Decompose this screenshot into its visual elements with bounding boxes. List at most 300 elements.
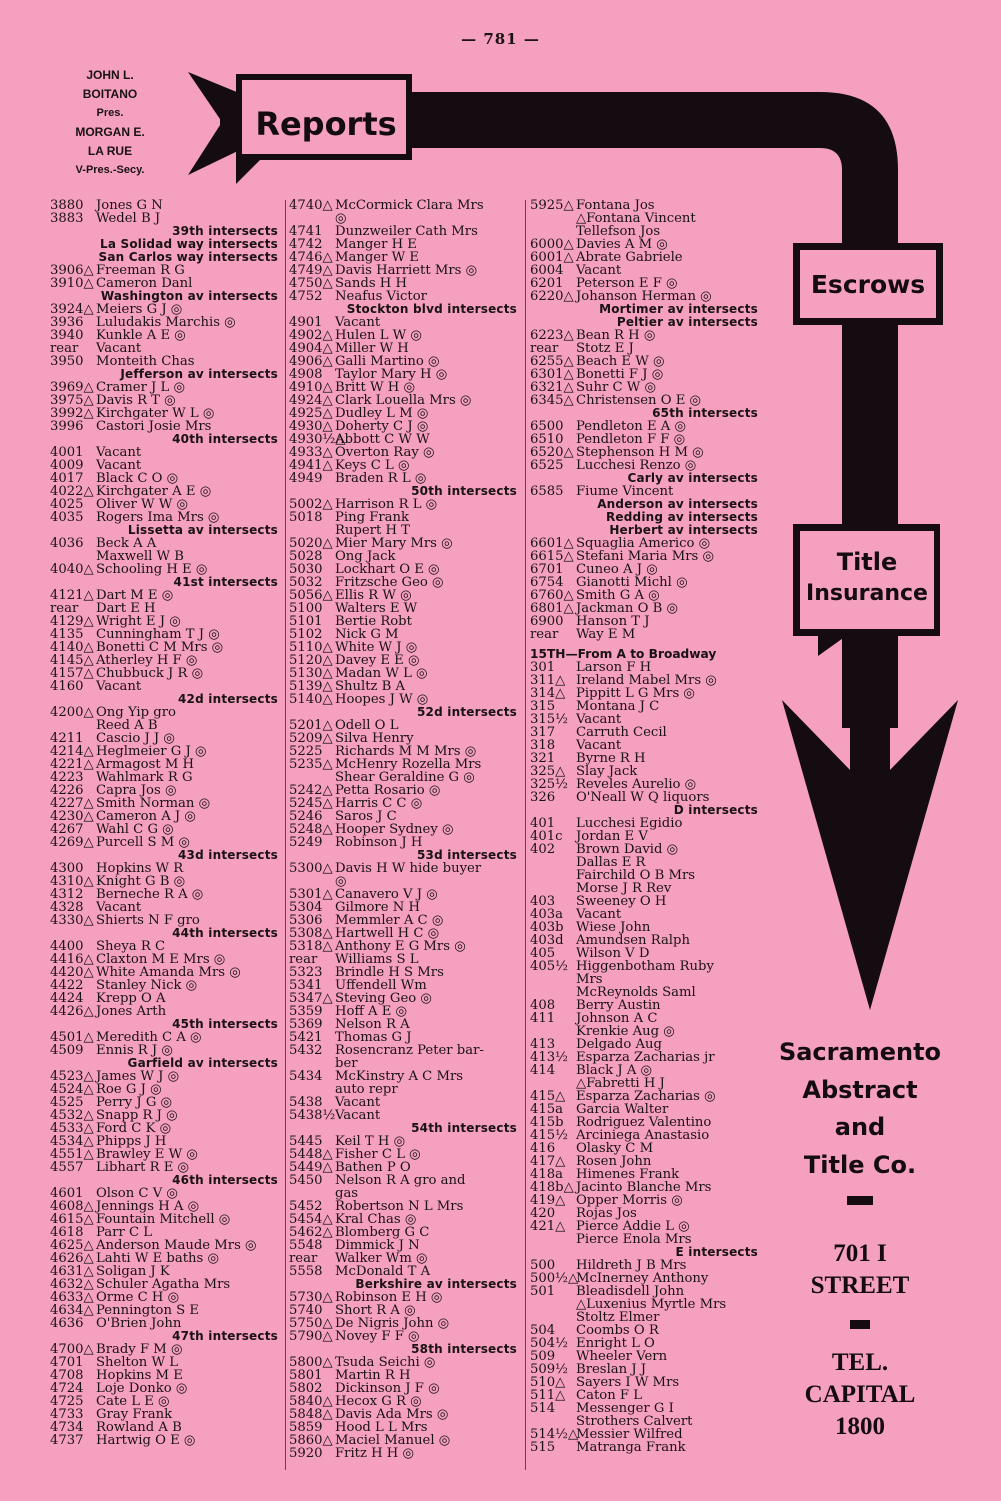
directory-entry — [530, 960, 762, 973]
resident-name: Christensen O E ◎ — [576, 393, 702, 408]
house-number: 6345△ — [530, 393, 574, 408]
house-number: 5452 — [289, 1199, 323, 1214]
resident-name: McHenry Rozella Mrs — [335, 757, 482, 772]
resident-name: Braden R L ◎ — [335, 471, 427, 486]
directory-entry — [530, 251, 762, 264]
phone-number: 1800 — [835, 1413, 885, 1440]
house-number: 4904△ — [289, 341, 333, 356]
column-divider-2 — [525, 200, 526, 1470]
resident-name: Smith G A ◎ — [576, 588, 660, 603]
resident-name: Bonetti C M Mrs ◎ — [96, 640, 224, 655]
resident-name: Arciniega Anastasio — [576, 1128, 710, 1143]
resident-name: Jackman O B ◎ — [576, 601, 678, 616]
resident-name: Uffendell Wm — [335, 978, 427, 993]
resident-name: Madan W L ◎ — [335, 666, 428, 681]
resident-name: Fritzsche Geo ◎ — [335, 575, 444, 590]
house-number: 5859 — [289, 1420, 323, 1435]
resident-name: Vacant — [576, 263, 622, 278]
house-number: 5323 — [289, 965, 323, 980]
resident-name: Hooper Sydney ◎ — [335, 822, 454, 837]
house-number: 5242△ — [289, 783, 333, 798]
resident-name: Wahl C G ◎ — [96, 822, 174, 837]
resident-name: Stotz E J — [576, 341, 634, 356]
directory-entry — [50, 1213, 282, 1226]
house-number: 4328 — [50, 900, 84, 915]
resident-name: Johnson A C — [576, 1011, 658, 1026]
directory-entry — [530, 726, 762, 739]
street-label: STREET — [810, 1272, 910, 1299]
resident-name: White W J ◎ — [335, 640, 418, 655]
street-intersection-heading: 50th intersects — [411, 484, 517, 498]
resident-name: Ping Frank — [335, 510, 410, 525]
house-number: 4737 — [50, 1433, 84, 1448]
resident-name: Dart E H — [96, 601, 156, 616]
resident-name: Shierts N F gro — [96, 913, 200, 928]
house-number: 5730△ — [289, 1290, 333, 1305]
resident-name: Messier Wilfred — [576, 1427, 683, 1442]
company-name-line: Title Co. — [803, 1150, 917, 1179]
resident-name: auto repr — [335, 1082, 398, 1097]
resident-name: Delgado Aug — [576, 1037, 662, 1052]
resident-name: Brindle H S Mrs — [335, 965, 444, 980]
resident-name: Pippitt L G Mrs ◎ — [576, 686, 695, 701]
resident-name: Gilmore N H — [335, 900, 420, 915]
resident-name: Bean R H ◎ — [576, 328, 656, 343]
house-number — [530, 212, 576, 225]
resident-name: Shelton W L — [96, 1355, 178, 1370]
resident-name: De Nigris John ◎ — [335, 1316, 450, 1331]
resident-name: Carruth Cecil — [576, 725, 667, 740]
resident-name: Rodriguez Valentino — [576, 1115, 712, 1130]
resident-name: Hoopes J W ◎ — [335, 692, 429, 707]
house-number: 401 — [530, 816, 556, 831]
resident-name: Chubbuck J R ◎ — [96, 666, 204, 681]
house-number: 402 — [530, 842, 556, 857]
house-number: 4160 — [50, 679, 84, 694]
house-number: 5548 — [289, 1238, 323, 1253]
house-number: 5558 — [289, 1264, 323, 1279]
street-intersection-heading: 46th intersects — [172, 1173, 278, 1187]
resident-name: Dickinson J F ◎ — [335, 1381, 440, 1396]
house-number: 403a — [530, 907, 564, 922]
house-number: rear — [50, 601, 79, 616]
directory-entry — [50, 1434, 282, 1447]
resident-name: Hildreth J B Mrs — [576, 1258, 687, 1273]
street-intersection-heading: Peltier av intersects — [616, 315, 758, 329]
house-number: 5020△ — [289, 536, 333, 551]
house-number: 5139△ — [289, 679, 333, 694]
resident-name: Cascio J J ◎ — [96, 731, 175, 746]
resident-name: Freeman R G — [96, 263, 185, 278]
resident-name: Cramer J L ◎ — [96, 380, 185, 395]
resident-name: Ennis R J ◎ — [96, 1043, 173, 1058]
house-number: 4633△ — [50, 1290, 94, 1305]
divider-bar — [847, 1196, 873, 1205]
house-number: 501 — [530, 1284, 556, 1299]
resident-name: Jordan E V — [576, 829, 648, 844]
resident-name: Coombs O R — [576, 1323, 659, 1338]
house-number: 4636 — [50, 1316, 84, 1331]
resident-name: Vacant — [335, 1095, 381, 1110]
resident-name: Davey E E ◎ — [335, 653, 420, 668]
resident-name: Robinson E H ◎ — [335, 1290, 443, 1305]
street-intersection-heading: San Carlos way intersects — [98, 250, 278, 264]
resident-name: Meiers G J ◎ — [96, 302, 183, 317]
house-number: 4035 — [50, 510, 84, 525]
resident-name: Reveles Aurelio ◎ — [576, 777, 697, 792]
house-number: 6000△ — [530, 237, 574, 252]
resident-name: Clark Louella Mrs ◎ — [335, 393, 472, 408]
house-number: 4551△ — [50, 1147, 94, 1162]
house-number: 5209△ — [289, 731, 333, 746]
resident-name: Saros J C — [335, 809, 397, 824]
house-number: 4532△ — [50, 1108, 94, 1123]
resident-name: Kirchgater A E ◎ — [96, 484, 212, 499]
resident-name: Shultz B A — [335, 679, 406, 694]
resident-name: Castori Josie Mrs — [96, 419, 212, 434]
resident-name: McKinstry A C Mrs — [335, 1069, 464, 1084]
street-intersection-heading: 42d intersects — [178, 692, 278, 706]
house-number: 4708 — [50, 1368, 84, 1383]
house-number: 6321△ — [530, 380, 574, 395]
house-number: 6510 — [530, 432, 564, 447]
resident-name: Bertie Robt — [335, 614, 412, 629]
house-number: 5438½ — [289, 1108, 336, 1123]
resident-name: Keil T H ◎ — [335, 1134, 406, 1149]
resident-name: Britt W H ◎ — [335, 380, 415, 395]
resident-name: Peterson E F ◎ — [576, 276, 678, 291]
house-number: 5860△ — [289, 1433, 333, 1448]
resident-name: Reed A B — [96, 718, 158, 733]
house-number: 4740△ — [289, 198, 333, 213]
street-intersection-heading: Berkshire av intersects — [355, 1277, 517, 1291]
resident-name: Steving Geo ◎ — [335, 991, 432, 1006]
house-number: 4227△ — [50, 796, 94, 811]
resident-name: Stanley Nick ◎ — [96, 978, 198, 993]
house-number: 3996 — [50, 419, 84, 434]
house-number: 4501△ — [50, 1030, 94, 1045]
resident-name: ◎ — [335, 211, 347, 226]
resident-name: Hartwell H C ◎ — [335, 926, 440, 941]
house-number: 417△ — [530, 1154, 566, 1169]
house-number: 5301△ — [289, 887, 333, 902]
street-intersection-heading: 44th intersects — [172, 926, 278, 940]
street-intersection-heading: Herbert av intersects — [609, 523, 758, 537]
resident-name: Hopkins W R — [96, 861, 184, 876]
resident-name: Kral Chas ◎ — [335, 1212, 417, 1227]
resident-name: Williams S L — [335, 952, 419, 967]
resident-name: Cameron Danl — [96, 276, 193, 291]
resident-name: Dallas E R — [576, 855, 646, 870]
house-number: 4001 — [50, 445, 84, 460]
resident-name: Hopkins M E — [96, 1368, 183, 1383]
resident-name: Cameron A J ◎ — [96, 809, 196, 824]
street-intersection-heading: 65th intersects — [652, 406, 758, 420]
resident-name: Pendleton F F ◎ — [576, 432, 686, 447]
resident-name: Vacant — [96, 341, 142, 356]
street-intersection-heading: 47th intersects — [172, 1329, 278, 1343]
resident-name: Dart M E ◎ — [96, 588, 174, 603]
resident-name: Fountain Mitchell ◎ — [96, 1212, 231, 1227]
directory-entry — [289, 1070, 521, 1083]
house-number: 5359 — [289, 1004, 323, 1019]
house-number: 413½ — [530, 1050, 568, 1065]
resident-name: Strothers Calvert — [576, 1414, 693, 1429]
house-number: 4615△ — [50, 1212, 94, 1227]
house-number: 4925△ — [289, 406, 333, 421]
house-number: 3992△ — [50, 406, 94, 421]
title-banner-panel — [800, 531, 934, 629]
resident-name: Manger W E — [335, 250, 419, 265]
directory-entry — [530, 739, 762, 752]
resident-name: Ong Yip gro — [96, 705, 176, 720]
escrows-banner-label: Escrows — [810, 270, 926, 299]
resident-name: Davis H W hide buyer — [335, 861, 482, 876]
street-intersection-heading: 40th intersects — [172, 432, 278, 446]
directory-entry — [530, 628, 762, 641]
resident-name: Mier Mary Mrs ◎ — [335, 536, 453, 551]
resident-name: Shear Geraldine G ◎ — [335, 770, 475, 785]
resident-name: Hecox G R ◎ — [335, 1394, 422, 1409]
house-number: 5445 — [289, 1134, 323, 1149]
house-number: 5110△ — [289, 640, 333, 655]
house-number: 5002△ — [289, 497, 333, 512]
directory-entry — [50, 589, 282, 602]
resident-name: Hulen L W ◎ — [335, 328, 422, 343]
house-number: 5421 — [289, 1030, 323, 1045]
house-number: 326 — [530, 790, 556, 805]
house-number: 5306 — [289, 913, 323, 928]
resident-name: Harris C C ◎ — [335, 796, 423, 811]
house-number: 5925△ — [530, 198, 574, 213]
resident-name: Kunkle A E ◎ — [96, 328, 186, 343]
company-name-line: Sacramento — [778, 1038, 942, 1066]
house-number: 4009 — [50, 458, 84, 473]
resident-name: Krenkie Aug ◎ — [576, 1024, 675, 1039]
house-number: 4930△ — [289, 419, 333, 434]
directory-entry — [289, 1044, 521, 1057]
house-number: 5304 — [289, 900, 323, 915]
house-number: 4129△ — [50, 614, 94, 629]
street-intersection-heading: Mortimer av intersects — [599, 302, 758, 316]
resident-name: Bonetti F J ◎ — [576, 367, 664, 382]
house-number: 4221△ — [50, 757, 94, 772]
house-number: 420 — [530, 1206, 556, 1221]
resident-name: Montana J C — [576, 699, 660, 714]
resident-name: Harrison R L ◎ — [335, 497, 438, 512]
house-number: 314△ — [530, 686, 566, 701]
house-number: 4269△ — [50, 835, 94, 850]
house-number: 325½ — [530, 777, 568, 792]
house-number: 4223 — [50, 770, 84, 785]
house-number: 5120△ — [289, 653, 333, 668]
house-number: 509½ — [530, 1362, 568, 1377]
house-number: 318 — [530, 738, 556, 753]
street-intersection-heading: 41st intersects — [173, 575, 278, 589]
house-number: 504 — [530, 1323, 556, 1338]
house-number: 5347△ — [289, 991, 333, 1006]
resident-name: Memmler A C ◎ — [335, 913, 444, 928]
house-number: 418b△ — [530, 1180, 574, 1195]
resident-name: Roe G J ◎ — [96, 1082, 162, 1097]
president-title: Pres. — [96, 107, 124, 119]
house-number: 419△ — [530, 1193, 566, 1208]
resident-name: White Amanda Mrs ◎ — [96, 965, 241, 980]
house-number: 5434 — [289, 1069, 323, 1084]
house-number: 6520△ — [530, 445, 574, 460]
house-number: 4211 — [50, 731, 84, 746]
house-number: 5245△ — [289, 796, 333, 811]
resident-name: Pierce Addie L ◎ — [576, 1219, 690, 1234]
directory-entry — [530, 895, 762, 908]
resident-name: Jones Arth — [96, 1004, 167, 1019]
resident-name: Way E M — [576, 627, 636, 642]
resident-name: Snapp R J ◎ — [96, 1108, 178, 1123]
house-number: 6255△ — [530, 354, 574, 369]
resident-name: O'Neall W Q liquors — [576, 790, 710, 805]
house-number: 4933△ — [289, 445, 333, 460]
house-number: 415△ — [530, 1089, 566, 1104]
house-number: rear — [530, 627, 559, 642]
resident-name: Kirchgater W L ◎ — [96, 406, 215, 421]
directory-entry — [289, 199, 521, 212]
house-number — [530, 973, 576, 986]
house-number: 4725 — [50, 1394, 84, 1409]
house-number: rear — [50, 341, 79, 356]
resident-name: Beck A A — [96, 536, 157, 551]
house-number: 5249 — [289, 835, 323, 850]
house-number: 6801△ — [530, 601, 574, 616]
street-intersection-heading: La Solidad way intersects — [99, 237, 278, 251]
resident-name: James W J ◎ — [96, 1069, 180, 1084]
house-number: 4226 — [50, 783, 84, 798]
resident-name: Schooling H E ◎ — [96, 562, 208, 577]
resident-name: Oliver W W ◎ — [96, 497, 188, 512]
resident-name: Fritz H H ◎ — [335, 1446, 415, 1461]
resident-name: Brady F M ◎ — [96, 1342, 183, 1357]
resident-name: Brown David ◎ — [576, 842, 679, 857]
resident-name: Wiese John — [576, 920, 651, 935]
house-number — [530, 1298, 576, 1311]
resident-name: Petta Rosario ◎ — [335, 783, 441, 798]
house-number: 4941△ — [289, 458, 333, 473]
house-number: 6615△ — [530, 549, 574, 564]
resident-name: Odell O L — [335, 718, 399, 733]
house-number: 4949 — [289, 471, 323, 486]
house-number: 418a — [530, 1167, 564, 1182]
house-number: 4145△ — [50, 653, 94, 668]
directory-entry — [50, 199, 282, 212]
street-intersection-heading: Stockton blvd intersects — [346, 302, 517, 316]
page-number: — 781 — — [461, 30, 540, 48]
resident-name: Keys C L ◎ — [335, 458, 410, 473]
house-number: 4742 — [289, 237, 323, 252]
directory-entry — [530, 329, 762, 342]
company-name-block — [770, 1034, 950, 1217]
resident-name: Gianotti Michl ◎ — [576, 575, 688, 590]
house-number: 5800△ — [289, 1355, 333, 1370]
house-number: 4400 — [50, 939, 84, 954]
street-intersection-heading: D intersects — [673, 803, 758, 817]
street-intersection-heading: Jefferson av intersects — [120, 367, 278, 381]
house-number: 315½ — [530, 712, 568, 727]
resident-name: Phipps J H — [96, 1134, 167, 1149]
resident-name: Vacant — [96, 445, 142, 460]
resident-name: Vacant — [576, 738, 622, 753]
house-number: 5432 — [289, 1043, 323, 1058]
resident-name: Stephenson H M ◎ — [576, 445, 704, 460]
house-number: 6601△ — [530, 536, 574, 551]
resident-name: Davies A M ◎ — [576, 237, 668, 252]
house-number: 4533△ — [50, 1121, 94, 1136]
resident-name: Messenger G I — [576, 1401, 674, 1416]
resident-name: Dudley L M ◎ — [335, 406, 429, 421]
house-number: rear — [289, 952, 318, 967]
house-number: 6301△ — [530, 367, 574, 382]
resident-name: Walters E W — [335, 601, 418, 616]
resident-name: Hartwig O E ◎ — [96, 1433, 196, 1448]
house-number: 4634△ — [50, 1303, 94, 1318]
resident-name: Amundsen Ralph — [576, 933, 690, 948]
resident-name: Sayers I W Mrs — [576, 1375, 680, 1390]
resident-name: Dunzweiler Cath Mrs — [335, 224, 478, 239]
street-intersection-heading: 53d intersects — [417, 848, 517, 862]
house-number: 5201△ — [289, 718, 333, 733]
house-number: 4908 — [289, 367, 323, 382]
house-number: 3924△ — [50, 302, 94, 317]
resident-name: Doherty C J ◎ — [335, 419, 429, 434]
street-intersection-heading: Redding av intersects — [605, 510, 758, 524]
house-number: 5341 — [289, 978, 323, 993]
street-intersection-heading: Anderson av intersects — [597, 497, 758, 511]
house-number: 4121△ — [50, 588, 94, 603]
house-number: 415b — [530, 1115, 564, 1130]
company-address-block — [770, 1238, 950, 1443]
tel-label: TEL. — [831, 1349, 889, 1376]
house-number: 6004 — [530, 263, 564, 278]
resident-name: Sweeney O H — [576, 894, 667, 909]
resident-name: Wahlmark R G — [96, 770, 193, 785]
resident-name: Maciel Manuel ◎ — [335, 1433, 451, 1448]
directory-entry — [289, 862, 521, 875]
resident-name: Heglmeier G J ◎ — [96, 744, 207, 759]
phone-exchange: CAPITAL — [804, 1381, 916, 1408]
resident-name: Ong Jack — [335, 549, 396, 564]
house-number: 5840△ — [289, 1394, 333, 1409]
house-number: 6525 — [530, 458, 564, 473]
resident-name: Wheeler Vern — [576, 1349, 668, 1364]
house-number: 4310△ — [50, 874, 94, 889]
house-number: 4525 — [50, 1095, 84, 1110]
title-banner-label-1: Title — [836, 548, 898, 576]
resident-name: Jones G N — [96, 198, 163, 213]
resident-name: Krepp O A — [96, 991, 166, 1006]
resident-name: Capra Jos ◎ — [96, 783, 177, 798]
directory-entry — [50, 329, 282, 342]
resident-name: Wedel B J — [96, 211, 161, 226]
resident-name: Nelson R A gro and — [335, 1173, 466, 1188]
house-number: 5032 — [289, 575, 323, 590]
house-number: 4930½△ — [289, 432, 346, 447]
resident-name: Byrne R H — [576, 751, 646, 766]
resident-name: Abbott C W W — [335, 432, 430, 447]
house-number: 5140△ — [289, 692, 333, 707]
resident-name: Neafus Victor — [335, 289, 427, 304]
house-number: 6701 — [530, 562, 564, 577]
house-number: 6201 — [530, 276, 564, 291]
house-number: 6585 — [530, 484, 564, 499]
house-number: 4267 — [50, 822, 84, 837]
